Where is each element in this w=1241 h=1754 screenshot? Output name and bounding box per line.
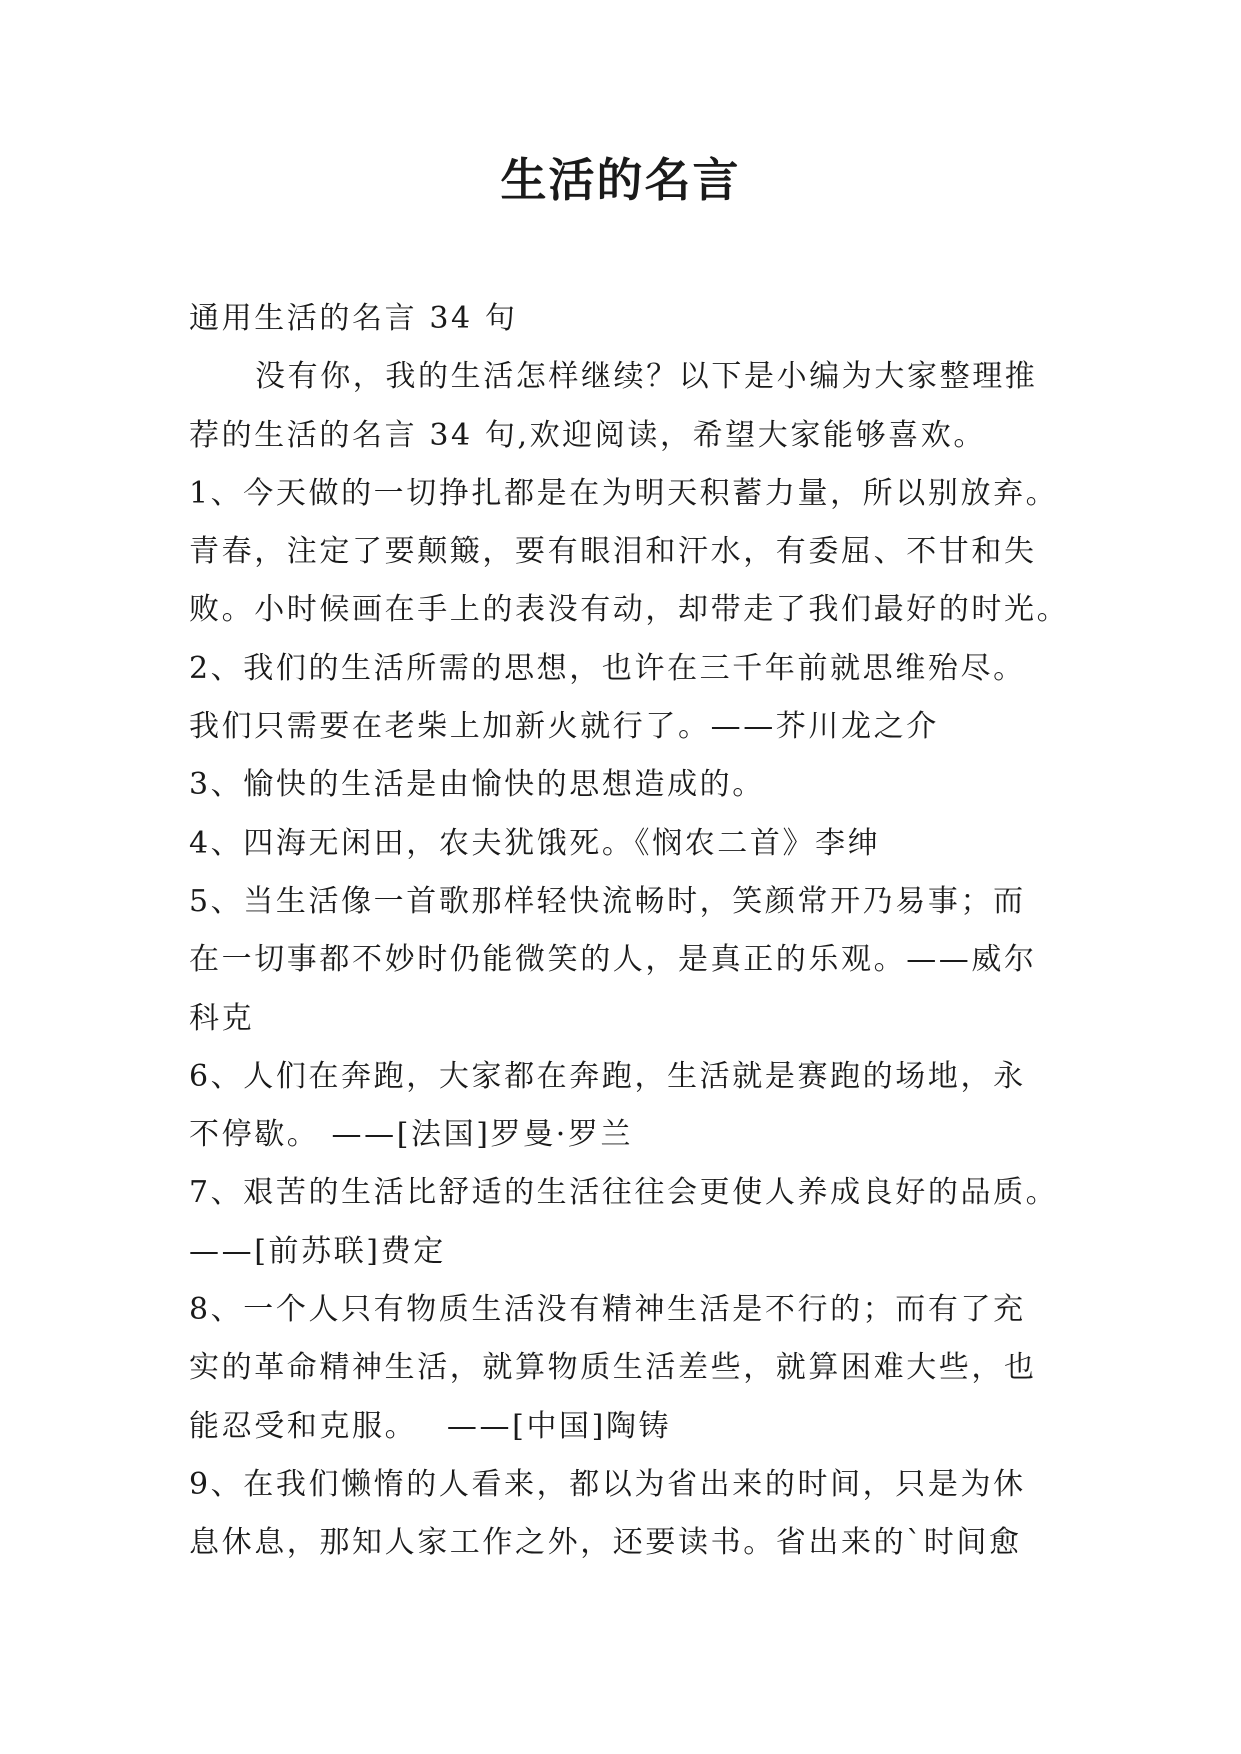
quote-line: 2、我们的生活所需的思想，也许在三千年前就思维殆尽。 bbox=[189, 650, 1026, 686]
quote-line: 不停歇。 ——[法国]罗曼·罗兰 bbox=[189, 1117, 634, 1153]
quote-line: 3、愉快的生活是由愉快的思想造成的。 bbox=[189, 767, 765, 803]
quote-line: 在一切事都不妙时仍能微笑的人，是真正的乐观。——威尔 bbox=[189, 942, 1037, 978]
quote-line: 败。小时候画在手上的表没有动，却带走了我们最好的时光。 bbox=[189, 592, 1070, 628]
quote-line: 6、人们在奔跑，大家都在奔跑，生活就是赛跑的场地，永 bbox=[189, 1058, 1026, 1094]
quote-line: 我们只需要在老柴上加新火就行了。——芥川龙之介 bbox=[189, 709, 939, 745]
quote-line: 8、一个人只有物质生活没有精神生活是不行的；而有了充 bbox=[189, 1292, 1026, 1328]
quote-line: 4、四海无闲田，农夫犹饿死。《悯农二首》李绅 bbox=[189, 825, 881, 861]
quote-line: 5、当生活像一首歌那样轻快流畅时，笑颜常开乃易事；而 bbox=[189, 883, 1026, 919]
document-title: 生活的名言 bbox=[500, 153, 741, 207]
quote-line: 1、今天做的一切挣扎都是在为明天积蓄力量，所以别放弃。 bbox=[189, 475, 1059, 511]
quote-line: 息休息，那知人家工作之外，还要读书。省出来的`时间愈 bbox=[189, 1525, 1022, 1561]
quote-line: 青春，注定了要颠簸，要有眼泪和汗水，有委屈、不甘和失 bbox=[189, 534, 1037, 570]
intro-line: 荐的生活的名言 34 句,欢迎阅读，希望大家能够喜欢。 bbox=[189, 417, 986, 453]
quote-line: 科克 bbox=[189, 1000, 255, 1036]
document-body bbox=[189, 290, 1069, 1573]
quote-line: 能忍受和克服。 ——[中国]陶铸 bbox=[189, 1408, 672, 1444]
intro-line: 没有你，我的生活怎样继续？以下是小编为大家整理推 bbox=[255, 359, 1038, 395]
quote-line: 7、艰苦的生活比舒适的生活往往会更使人养成良好的品质。 bbox=[189, 1175, 1059, 1211]
quote-line: 9、在我们懒惰的人看来，都以为省出来的时间，只是为休 bbox=[189, 1466, 1026, 1502]
subtitle-line: 通用生活的名言 34 句 bbox=[189, 301, 518, 336]
quote-line: 实的革命精神生活，就算物质生活差些，就算困难大些，也 bbox=[189, 1350, 1037, 1386]
quote-line: ——[前苏联]费定 bbox=[189, 1233, 446, 1269]
